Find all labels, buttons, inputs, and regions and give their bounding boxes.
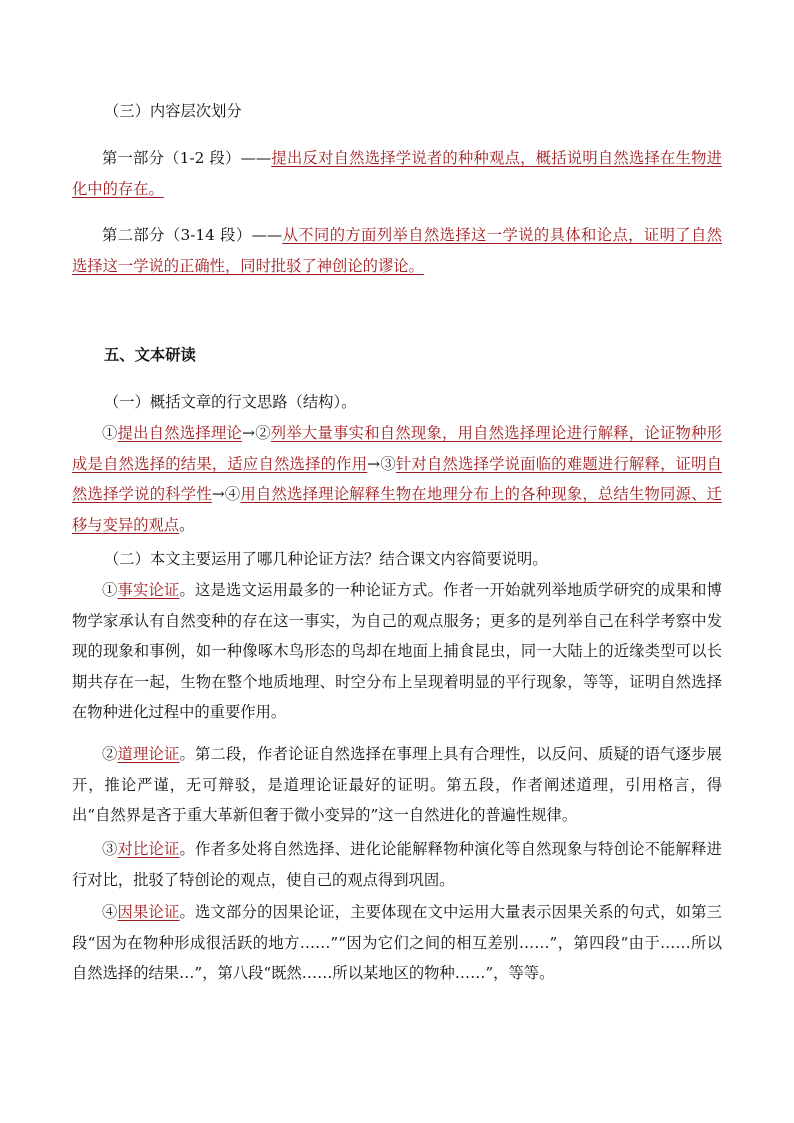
- structure-end: 。: [179, 515, 195, 534]
- method-1-desc: 。这是选文运用最多的一种论证方式。作者一开始就列举地质学研究的成果和博物学家承认有自然变种的存在这一事实，为自己的观点服务；更多的是列举自己在科学考察中发现的现象和事例，如一种像啄木鸟形态的鸟却在地面上捕食昆虫，同一大陆上的近缘类型可以长期共存在一起，生物在整个地质地理、时空分布上呈现着明显的平行现象，等等，证明自然选择在物种进化过程中的重要作用。: [72, 581, 722, 721]
- method-2-desc: 。第二段，作者论证自然选择在事理上具有合理性，以反问、质疑的语气逐步展开，推论严谨，无可辩驳，是道理论证最好的证明。第五段，作者阐述道理，引用格言，得出“自然界是吝于重大革新但奢于微小变异的”这一自然进化的普遍性规律。: [72, 745, 722, 824]
- item-3-text: 针对自然选择学说面临的难题进行解释，证明自然选择学说的科学性: [72, 454, 722, 503]
- method-3-name: 对比论证: [117, 840, 180, 858]
- item-4-text: 用自然选择理论解释生物在地理分布上的各种现象，总结生物同源、迁移与变异的观点: [72, 485, 722, 534]
- item-1-text: 提出自然选择理论: [117, 424, 243, 442]
- method-3-marker: ③: [102, 840, 118, 858]
- part1-prefix: 第一部分（1-2 段）——: [102, 149, 272, 167]
- method-2-paragraph: [72, 739, 722, 831]
- structure-answer: [72, 418, 722, 540]
- question-2: （二）本文主要运用了哪几种论证方法？结合课文内容简要说明。: [104, 550, 548, 568]
- arrow-2: →: [367, 454, 381, 473]
- question-1: （一）概括文章的行文思路（结构）。: [104, 393, 357, 411]
- item-3-marker: ③: [380, 454, 396, 473]
- method-2-marker: ②: [102, 745, 118, 763]
- method-1-paragraph: [72, 575, 722, 728]
- item-4-marker: ④: [224, 485, 241, 503]
- part2-answer: 从不同的方面列举自然选择这一学说的具体和论点，证明了自然选择这一学说的正确性，同时批驳了神创论的谬论。: [72, 226, 722, 275]
- method-3-desc: 。作者多处将自然选择、进化论能解释物种演化等自然现象与特创论不能解释进行对比，批驳了特创论的观点，使自己的观点得到巩固。: [72, 840, 722, 889]
- method-1-marker: ①: [102, 581, 118, 599]
- method-4-desc: 。选文部分的因果论证，主要体现在文中运用大量表示因果关系的句式，如第三段“因为在物种形成很活跃的地方……”“因为它们之间的相互差别……”，第四段“由于……所以自然选择的结果…”，第八段“既然……所以某地区的物种……”，等等。: [72, 903, 722, 982]
- part2-paragraph: [72, 220, 722, 281]
- item-2-marker: ②: [254, 424, 271, 442]
- item-2-text: 列举大量事实和自然现象，用自然选择理论进行解释，论证物种形成是自然选择的结果，适应自然选择的作用: [72, 424, 722, 473]
- arrow-1: →: [242, 424, 255, 442]
- section5-heading: 五、文本研读: [104, 346, 196, 364]
- method-1-name: 事实论证: [117, 581, 180, 599]
- part2-prefix: 第二部分（3-14 段）——: [102, 226, 283, 244]
- method-4-name: 因果论证: [117, 903, 180, 921]
- method-4-marker: ④: [102, 903, 118, 921]
- section3-heading: （三）内容层次划分: [104, 102, 242, 120]
- method-3-paragraph: [72, 834, 722, 895]
- method-4-paragraph: [72, 897, 722, 989]
- part1-paragraph: [72, 143, 722, 204]
- part1-answer: 提出反对自然选择学说者的种种观点，概括说明自然选择在生物进化中的存在。: [72, 149, 722, 198]
- method-2-name: 道理论证: [117, 745, 180, 763]
- arrow-3: →: [211, 485, 225, 503]
- item-1-marker: ①: [102, 424, 118, 442]
